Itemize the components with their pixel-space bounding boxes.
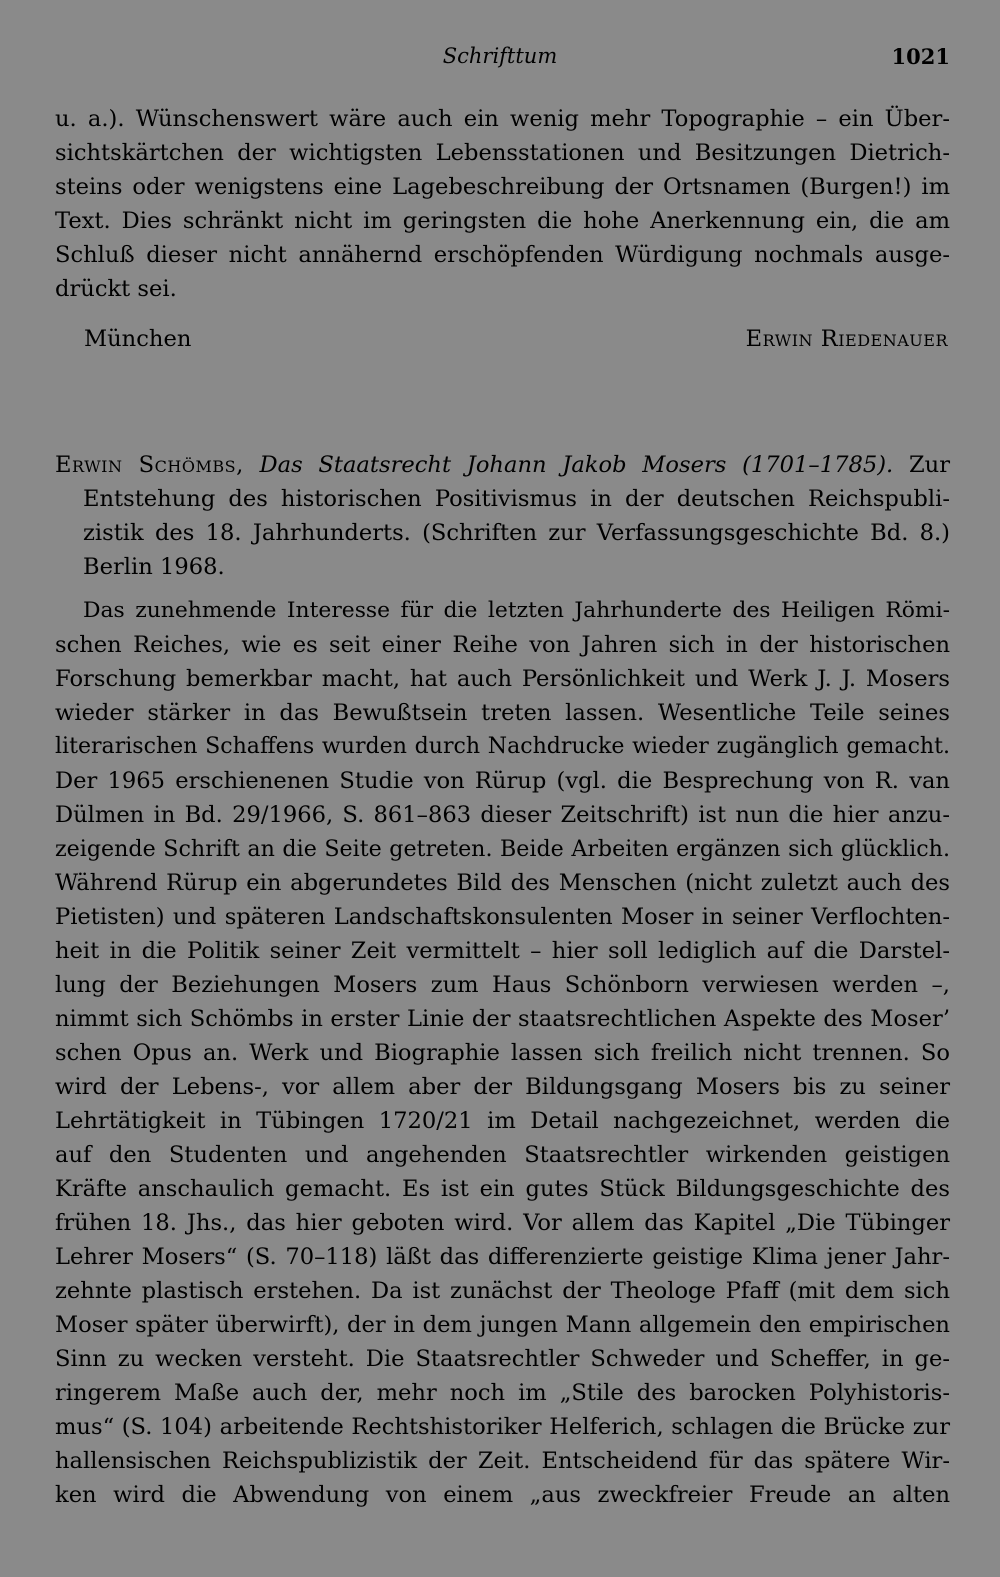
text-line: ringerem Maße auch der, mehr noch im „Stile des barocken Polyhistoris- bbox=[55, 1380, 950, 1406]
text-line: Moser später überwirft), der in dem jungen Mann allgemein den empirischen bbox=[55, 1312, 950, 1338]
text-line: mus“ (S. 104) arbeitende Rechtshistoriker Helferich, schlagen die Brücke zur bbox=[55, 1414, 950, 1440]
text-line: literarischen Schaffens wurden durch Nachdrucke wieder zugänglich gemacht. bbox=[55, 734, 950, 759]
text-line: zeigende Schrift an die Seite getreten. Beide Arbeiten ergänzen sich glücklich. bbox=[55, 836, 950, 862]
citation-first-line bbox=[55, 448, 950, 482]
citation-line: zistik des 18. Jahrhunderts. (Schriften zur Verfassungsgeschichte Bd. 8.) bbox=[83, 520, 950, 546]
text-line: u. a.). Wünschenswert wäre auch ein wenig mehr Topographie – ein Über- bbox=[55, 106, 950, 132]
text-line: Dülmen in Bd. 29/1966, S. 861–863 dieser Zeitschrift) ist nun die hier anzu- bbox=[55, 802, 950, 828]
text-line: lung der Beziehungen Mosers zum Haus Schönborn verwiesen werden –, bbox=[55, 972, 950, 998]
running-title: Schrifttum bbox=[442, 44, 558, 68]
signature-place: München bbox=[84, 326, 192, 352]
text-line: wieder stärker in das Bewußtsein treten lassen. Wesentliche Teile seines bbox=[55, 700, 950, 726]
text-line: Sinn zu wecken versteht. Die Staatsrechtler Schweder und Scheffer, in ge- bbox=[55, 1346, 950, 1372]
text-line: hallensischen Reichspublizistik der Zeit. Entscheidend für das spätere Wir- bbox=[55, 1448, 950, 1474]
text-line: Forschung bemerkbar macht, hat auch Persönlichkeit und Werk J. J. Mosers bbox=[55, 666, 950, 692]
book-citation bbox=[55, 448, 950, 584]
text-line: auf den Studenten und angehenden Staatsrechtler wirkenden geistigen bbox=[55, 1142, 950, 1168]
page-header bbox=[0, 44, 1000, 80]
text-line: Das zunehmende Interesse für die letzten Jahrhunderte des Heiligen Römi- bbox=[83, 598, 950, 623]
text-line: wird der Lebens-, vor allem aber der Bildungsgang Mosers bis zu seiner bbox=[55, 1074, 950, 1100]
citation-subtitle-start: Zur bbox=[908, 452, 951, 478]
text-line: Pietisten) und späteren Landschaftskonsulenten Moser in seiner Verflochten- bbox=[55, 904, 950, 930]
previous-review-ending bbox=[55, 102, 950, 306]
citation-line: Entstehung des historischen Positivismus in der deutschen Reichspubli- bbox=[83, 486, 950, 512]
citation-title: Das Staatsrecht Johann Jakob Mosers (1701–1785). bbox=[259, 452, 894, 478]
text-line: drückt sei. bbox=[55, 276, 177, 302]
text-line: heit in die Politik seiner Zeit vermittelt – hier soll lediglich auf die Darstel- bbox=[55, 938, 950, 964]
text-line: Text. Dies schränkt nicht im geringsten die hohe Anerkennung ein, die am bbox=[55, 208, 950, 234]
text-line: Lehrtätigkeit in Tübingen 1720/21 im Detail nachgezeichnet, werden die bbox=[55, 1108, 950, 1134]
review-body bbox=[55, 594, 950, 1512]
text-line: schen Reiches, wie es seit einer Reihe von Jahren sich in der historischen bbox=[55, 632, 950, 658]
text-line: Während Rürup ein abgerundetes Bild des Menschen (nicht zuletzt auch des bbox=[55, 870, 950, 896]
text-line: Lehrer Mosers“ (S. 70–118) läßt das differenzierte geistige Klima jener Jahr- bbox=[55, 1244, 950, 1270]
text-line: frühen 18. Jhs., das hier geboten wird. Vor allem das Kapitel „Die Tübinger bbox=[55, 1210, 950, 1236]
citation-line: Berlin 1968. bbox=[83, 554, 225, 580]
text-line: Der 1965 erschienenen Studie von Rürup (vgl. die Besprechung von R. van bbox=[55, 768, 950, 794]
text-line: sichtskärtchen der wichtigsten Lebensstationen und Besitzungen Dietrich- bbox=[55, 140, 950, 166]
text-line: schen Opus an. Werk und Biographie lassen sich freilich nicht trennen. So bbox=[55, 1040, 950, 1066]
signature-author: Erwin Riedenauer bbox=[745, 326, 948, 352]
text-line: Schluß dieser nicht annähernd erschöpfenden Würdigung nochmals ausge- bbox=[55, 242, 950, 268]
text-line: Kräfte anschaulich gemacht. Es ist ein gutes Stück Bildungsgeschichte des bbox=[55, 1176, 950, 1202]
review-signature bbox=[84, 326, 948, 360]
citation-author: Erwin Schömbs, bbox=[55, 452, 244, 478]
text-line: steins oder wenigstens eine Lagebeschreibung der Ortsnamen (Burgen!) im bbox=[55, 174, 950, 200]
page-number: 1021 bbox=[891, 44, 950, 69]
text-line: zehnte plastisch erstehen. Da ist zunächst der Theologe Pfaff (mit dem sich bbox=[55, 1278, 950, 1304]
text-line: nimmt sich Schömbs in erster Linie der staatsrechtlichen Aspekte des Moser’ bbox=[55, 1006, 950, 1032]
text-line: ken wird die Abwendung von einem „aus zweckfreier Freude an alten bbox=[55, 1482, 950, 1508]
